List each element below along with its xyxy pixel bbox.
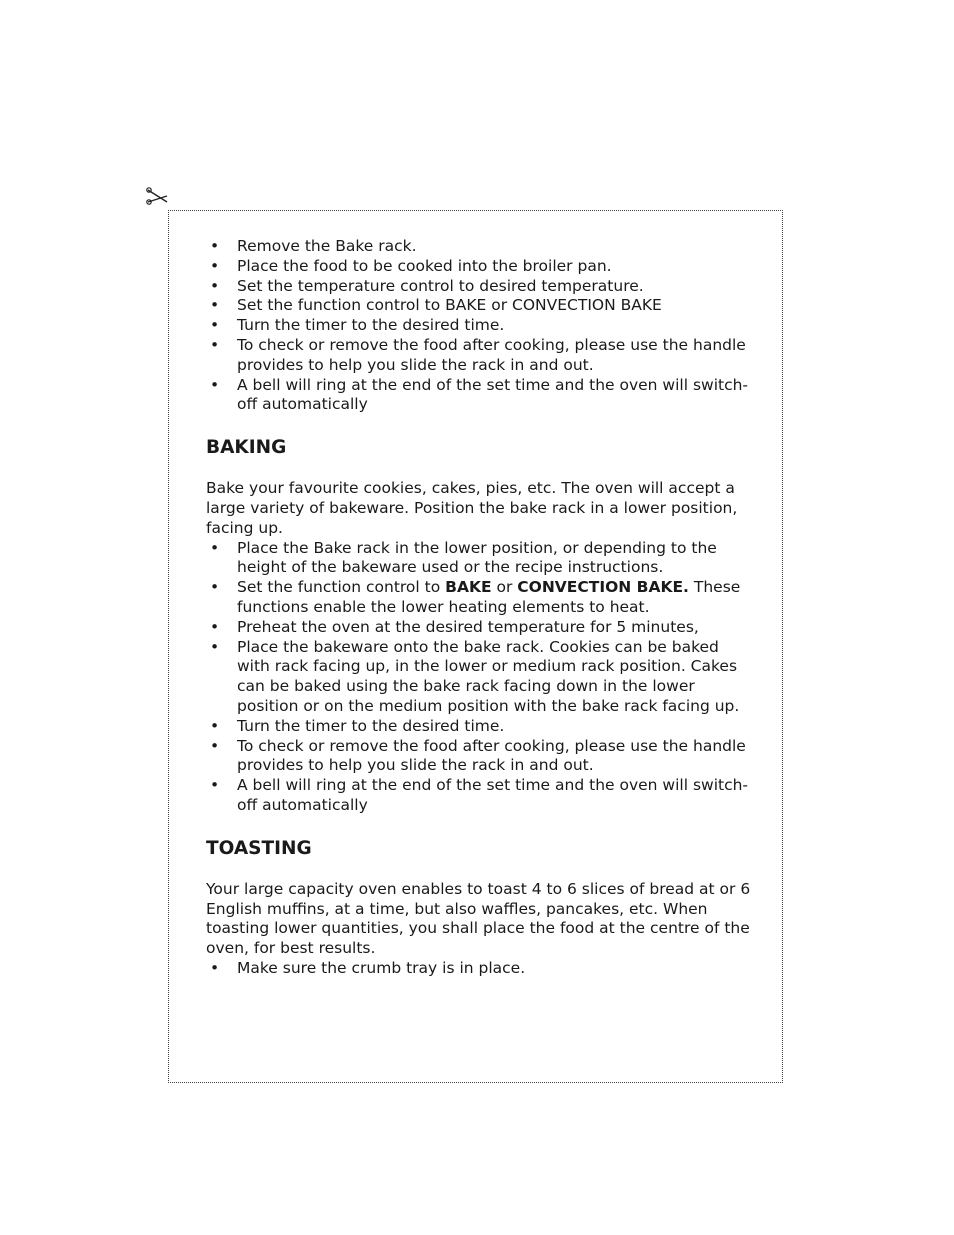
bullet-icon: • <box>210 958 220 977</box>
bullet-icon: • <box>210 237 220 255</box>
baking-bullet-list <box>206 539 751 816</box>
bullet-icon: • <box>210 316 220 335</box>
list-item: • To check or remove the food after cooking, please use the handle provides to help you slide the rack in and out. <box>210 736 746 775</box>
list-item: • Preheat the oven at the desired temperature for 5 minutes, <box>210 617 699 636</box>
list-item: • Set the function control to BAKE or CONVECTION BAKE <box>210 296 662 315</box>
list-item: • To check or remove the food after cooking, please use the handle provides to help you slide the rack in and out. <box>210 335 746 374</box>
scissors-icon <box>145 186 171 212</box>
bullet-icon: • <box>210 716 220 735</box>
bullet-icon: • <box>210 578 220 597</box>
bullet-icon: • <box>210 736 220 755</box>
toasting-heading: TOASTING <box>206 837 312 859</box>
list-item: • Place the food to be cooked into the broiler pan. <box>210 256 612 275</box>
bullet-icon: • <box>210 335 220 354</box>
baking-intro: Bake your favourite cookies, cakes, pies, etc. The oven will accept a large variety of bakeware. Position the bake rack in a lower position, facing up. <box>206 479 738 537</box>
list-item: • Place the bakeware onto the bake rack. Cookies can be baked with rack facing up, in the lower or medium rack position. Cakes can be baked using the bake rack facing down in the lower position or on the medium position with the bake rack facing up. <box>210 637 740 715</box>
list-item: • A bell will ring at the end of the set time and the oven will switch-off automatically <box>210 375 749 414</box>
intro-bullet-list <box>206 237 751 415</box>
bullet-icon: • <box>210 276 220 295</box>
bullet-icon: • <box>210 538 220 557</box>
instructions-content <box>206 237 751 979</box>
bake-mode-label: BAKE <box>445 578 492 597</box>
toasting-intro: Your large capacity oven enables to toast 4 to 6 slices of bread at or 6 English muffins, at a time, but also waffles, pancakes, etc. When toasting lower quantities, you shall place the food at the centre of the oven, for best results. <box>206 879 751 958</box>
list-item: • Place the Bake rack in the lower position, or depending to the height of the bakeware used or the recipe instructions. <box>210 538 717 577</box>
list-item: • Turn the timer to the desired time. <box>210 316 505 335</box>
bullet-icon: • <box>210 617 220 636</box>
bullet-icon: • <box>210 256 220 275</box>
baking-heading: BAKING <box>206 437 287 459</box>
list-item: • Set the function control to BAKE or CONVECTION BAKE. These functions enable the lower heating elements to heat. <box>210 578 741 616</box>
toasting-bullet-list <box>206 959 751 979</box>
list-item: • A bell will ring at the end of the set time and the oven will switch-off automatically <box>210 776 749 814</box>
list-item: • Set the temperature control to desired temperature. <box>210 276 644 295</box>
bullet-icon: • <box>210 637 220 656</box>
convection-bake-mode-label: CONVECTION BAKE. <box>517 578 689 597</box>
list-item: • Remove the Bake rack. <box>210 237 417 255</box>
bullet-icon: • <box>210 296 220 315</box>
bullet-icon: • <box>210 375 220 394</box>
list-item: • Turn the timer to the desired time. <box>210 716 505 735</box>
list-item: • Make sure the crumb tray is in place. <box>210 958 526 977</box>
bullet-icon: • <box>210 776 220 795</box>
